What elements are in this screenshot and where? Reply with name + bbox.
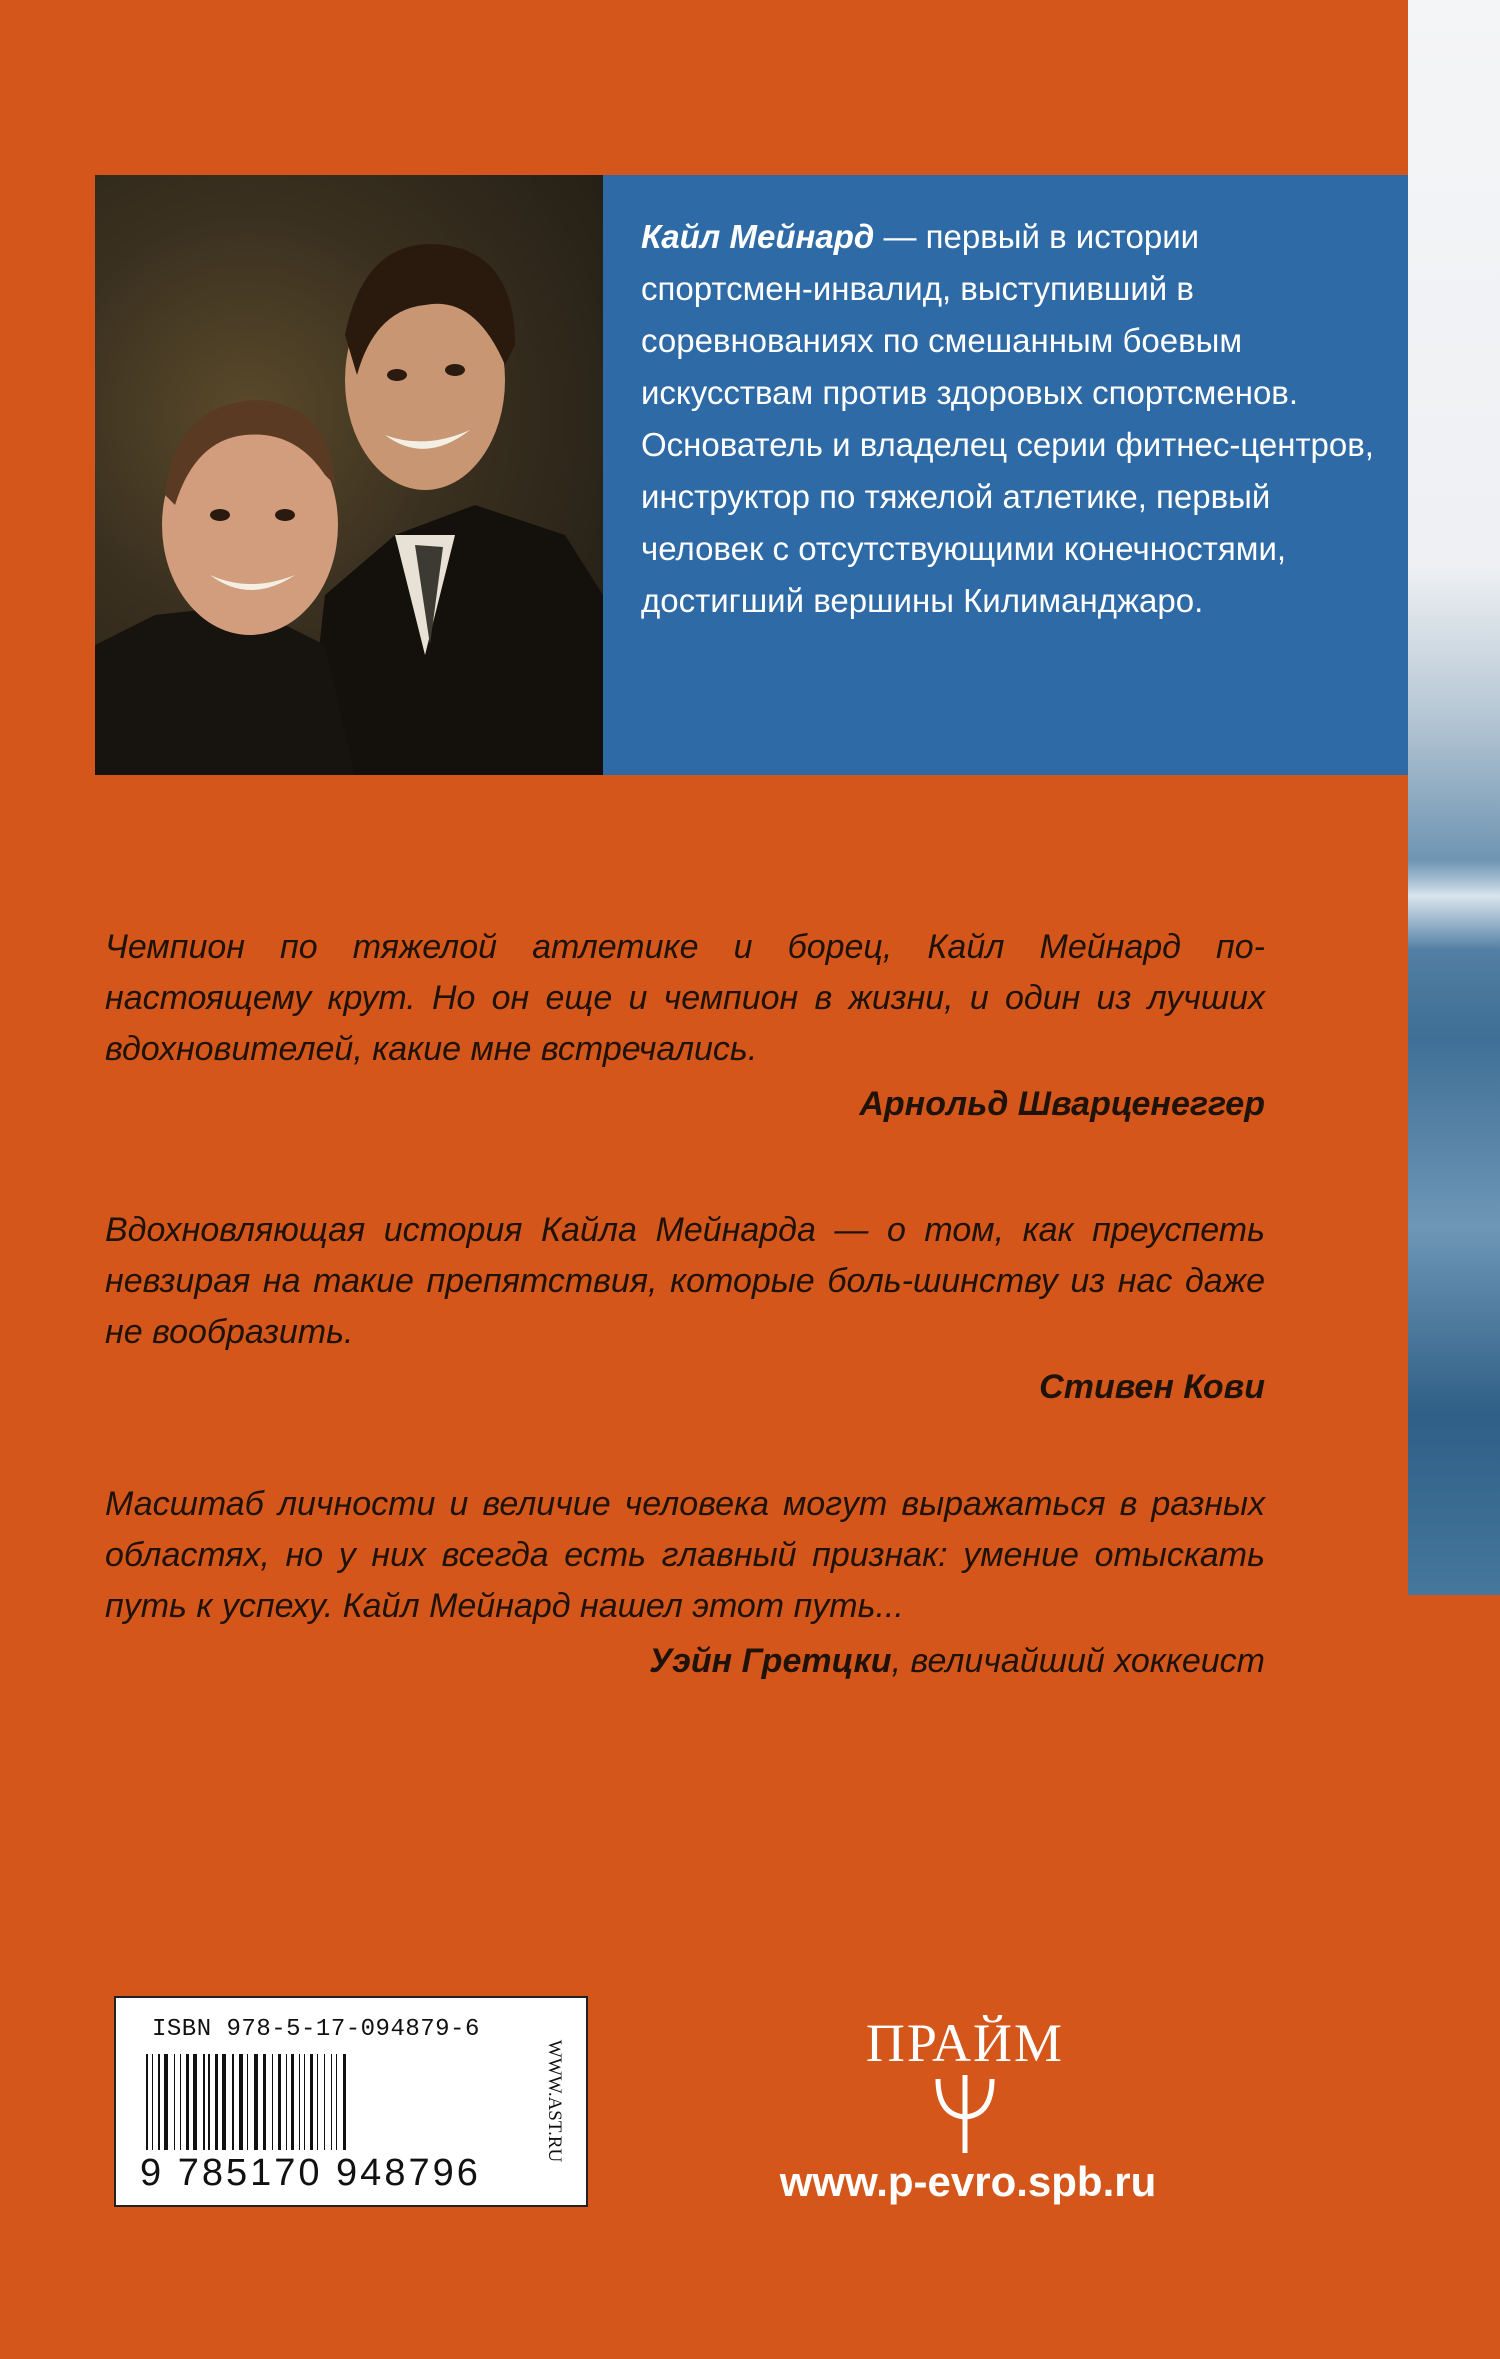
barcode-bar (146, 2054, 148, 2150)
barcode-bar (310, 2054, 313, 2150)
barcode-bar (317, 2054, 318, 2150)
barcode-bar (180, 2054, 181, 2150)
barcode-bar (343, 2054, 346, 2150)
barcode-bar (232, 2054, 234, 2150)
quote-block-3 (105, 1479, 1265, 1687)
isbn-barcode (114, 1996, 588, 2207)
barcode-bar (254, 2054, 258, 2150)
quote-author-note: , величайший хоккеист (891, 1642, 1265, 1680)
barcode-bar (263, 2054, 266, 2150)
isbn-number: ISBN 978-5-17-094879-6 (152, 2016, 480, 2043)
spine-lower (1408, 1595, 1500, 2359)
author-name: Кайл Мейнард (641, 218, 875, 255)
author-photo-illustration (95, 175, 603, 775)
barcode-bar (278, 2054, 281, 2150)
quote-text: Чемпион по тяжелой атлетике и борец, Кайл Мейнард по-настоящему крут. Но он еще и чемпион в жизни, и один из лучших вдохновителей, какие мне встречались. (105, 928, 1265, 1068)
quote-text: Вдохновляющая история Кайла Мейнарда — о том, как преуспеть невзирая на такие препятствия, которые боль-шинству из нас даже не вообразить. (105, 1211, 1265, 1351)
author-photo (95, 175, 603, 775)
barcode-bar (203, 2054, 205, 2150)
quote-block-1 (105, 922, 1265, 1130)
barcode-bar (239, 2054, 243, 2150)
barcode-bar (174, 2054, 175, 2150)
barcode-bar (215, 2054, 218, 2150)
barcode-bar (158, 2054, 160, 2150)
author-bio-text (641, 211, 1378, 627)
quote-block-2 (105, 1205, 1265, 1413)
publisher-logo-name: ПРАЙМ (865, 2013, 1065, 2073)
quote-author: Уэйн Гретцки (649, 1642, 892, 1680)
barcode-bar (186, 2054, 189, 2150)
barcode-bar (331, 2054, 332, 2150)
barcode-bar (291, 2054, 294, 2150)
barcode-bar (272, 2054, 273, 2150)
author-bio-description: — первый в истории спортсмен-инвалид, выступивший в соревнованиях по смешанным боевым искусствам против здоровых спортсменов. Основатель и владелец серии фитнес-центров, инструктор по тяжелой атлетике, первый человек с отсутствующими конечностями, достигший вершины Килиманджаро. (641, 218, 1374, 619)
quote-author-line (105, 1362, 1265, 1413)
publisher-side-url: WWW.AST.RU (544, 2039, 565, 2163)
barcode-bar (286, 2054, 287, 2150)
psi-symbol-icon (930, 2075, 1000, 2153)
quote-author: Стивен Кови (1039, 1368, 1265, 1406)
quote-author-line (105, 1636, 1265, 1687)
barcode-digits: 9 785170 948796 (140, 2152, 481, 2194)
barcode-bar (247, 2054, 248, 2150)
quote-author: Арнольд Шварценеггер (859, 1085, 1265, 1123)
publisher-website[interactable]: www.p-evro.spb.ru (779, 2158, 1157, 2205)
barcode-bar (304, 2054, 305, 2150)
quote-text: Масштаб личности и величие человека могут выражаться в разных областях, но у них всегда есть главный признак: умение отыскать путь к успеху. Кайл Мейнард нашел этот путь... (105, 1485, 1265, 1625)
barcode-bar (324, 2054, 325, 2150)
spine-snow (1408, 860, 1500, 950)
barcode-bar (299, 2054, 300, 2150)
barcode-bar (164, 2054, 168, 2150)
publisher-logo (850, 2013, 1080, 2153)
barcode-bar (193, 2054, 197, 2150)
barcode-bars (146, 2054, 536, 2150)
barcode-bar (336, 2054, 337, 2150)
barcode-bar (208, 2054, 210, 2150)
author-bio-panel (603, 175, 1408, 775)
barcode-bar (222, 2054, 226, 2150)
barcode-bar (152, 2054, 153, 2150)
quote-author-line (105, 1079, 1265, 1130)
